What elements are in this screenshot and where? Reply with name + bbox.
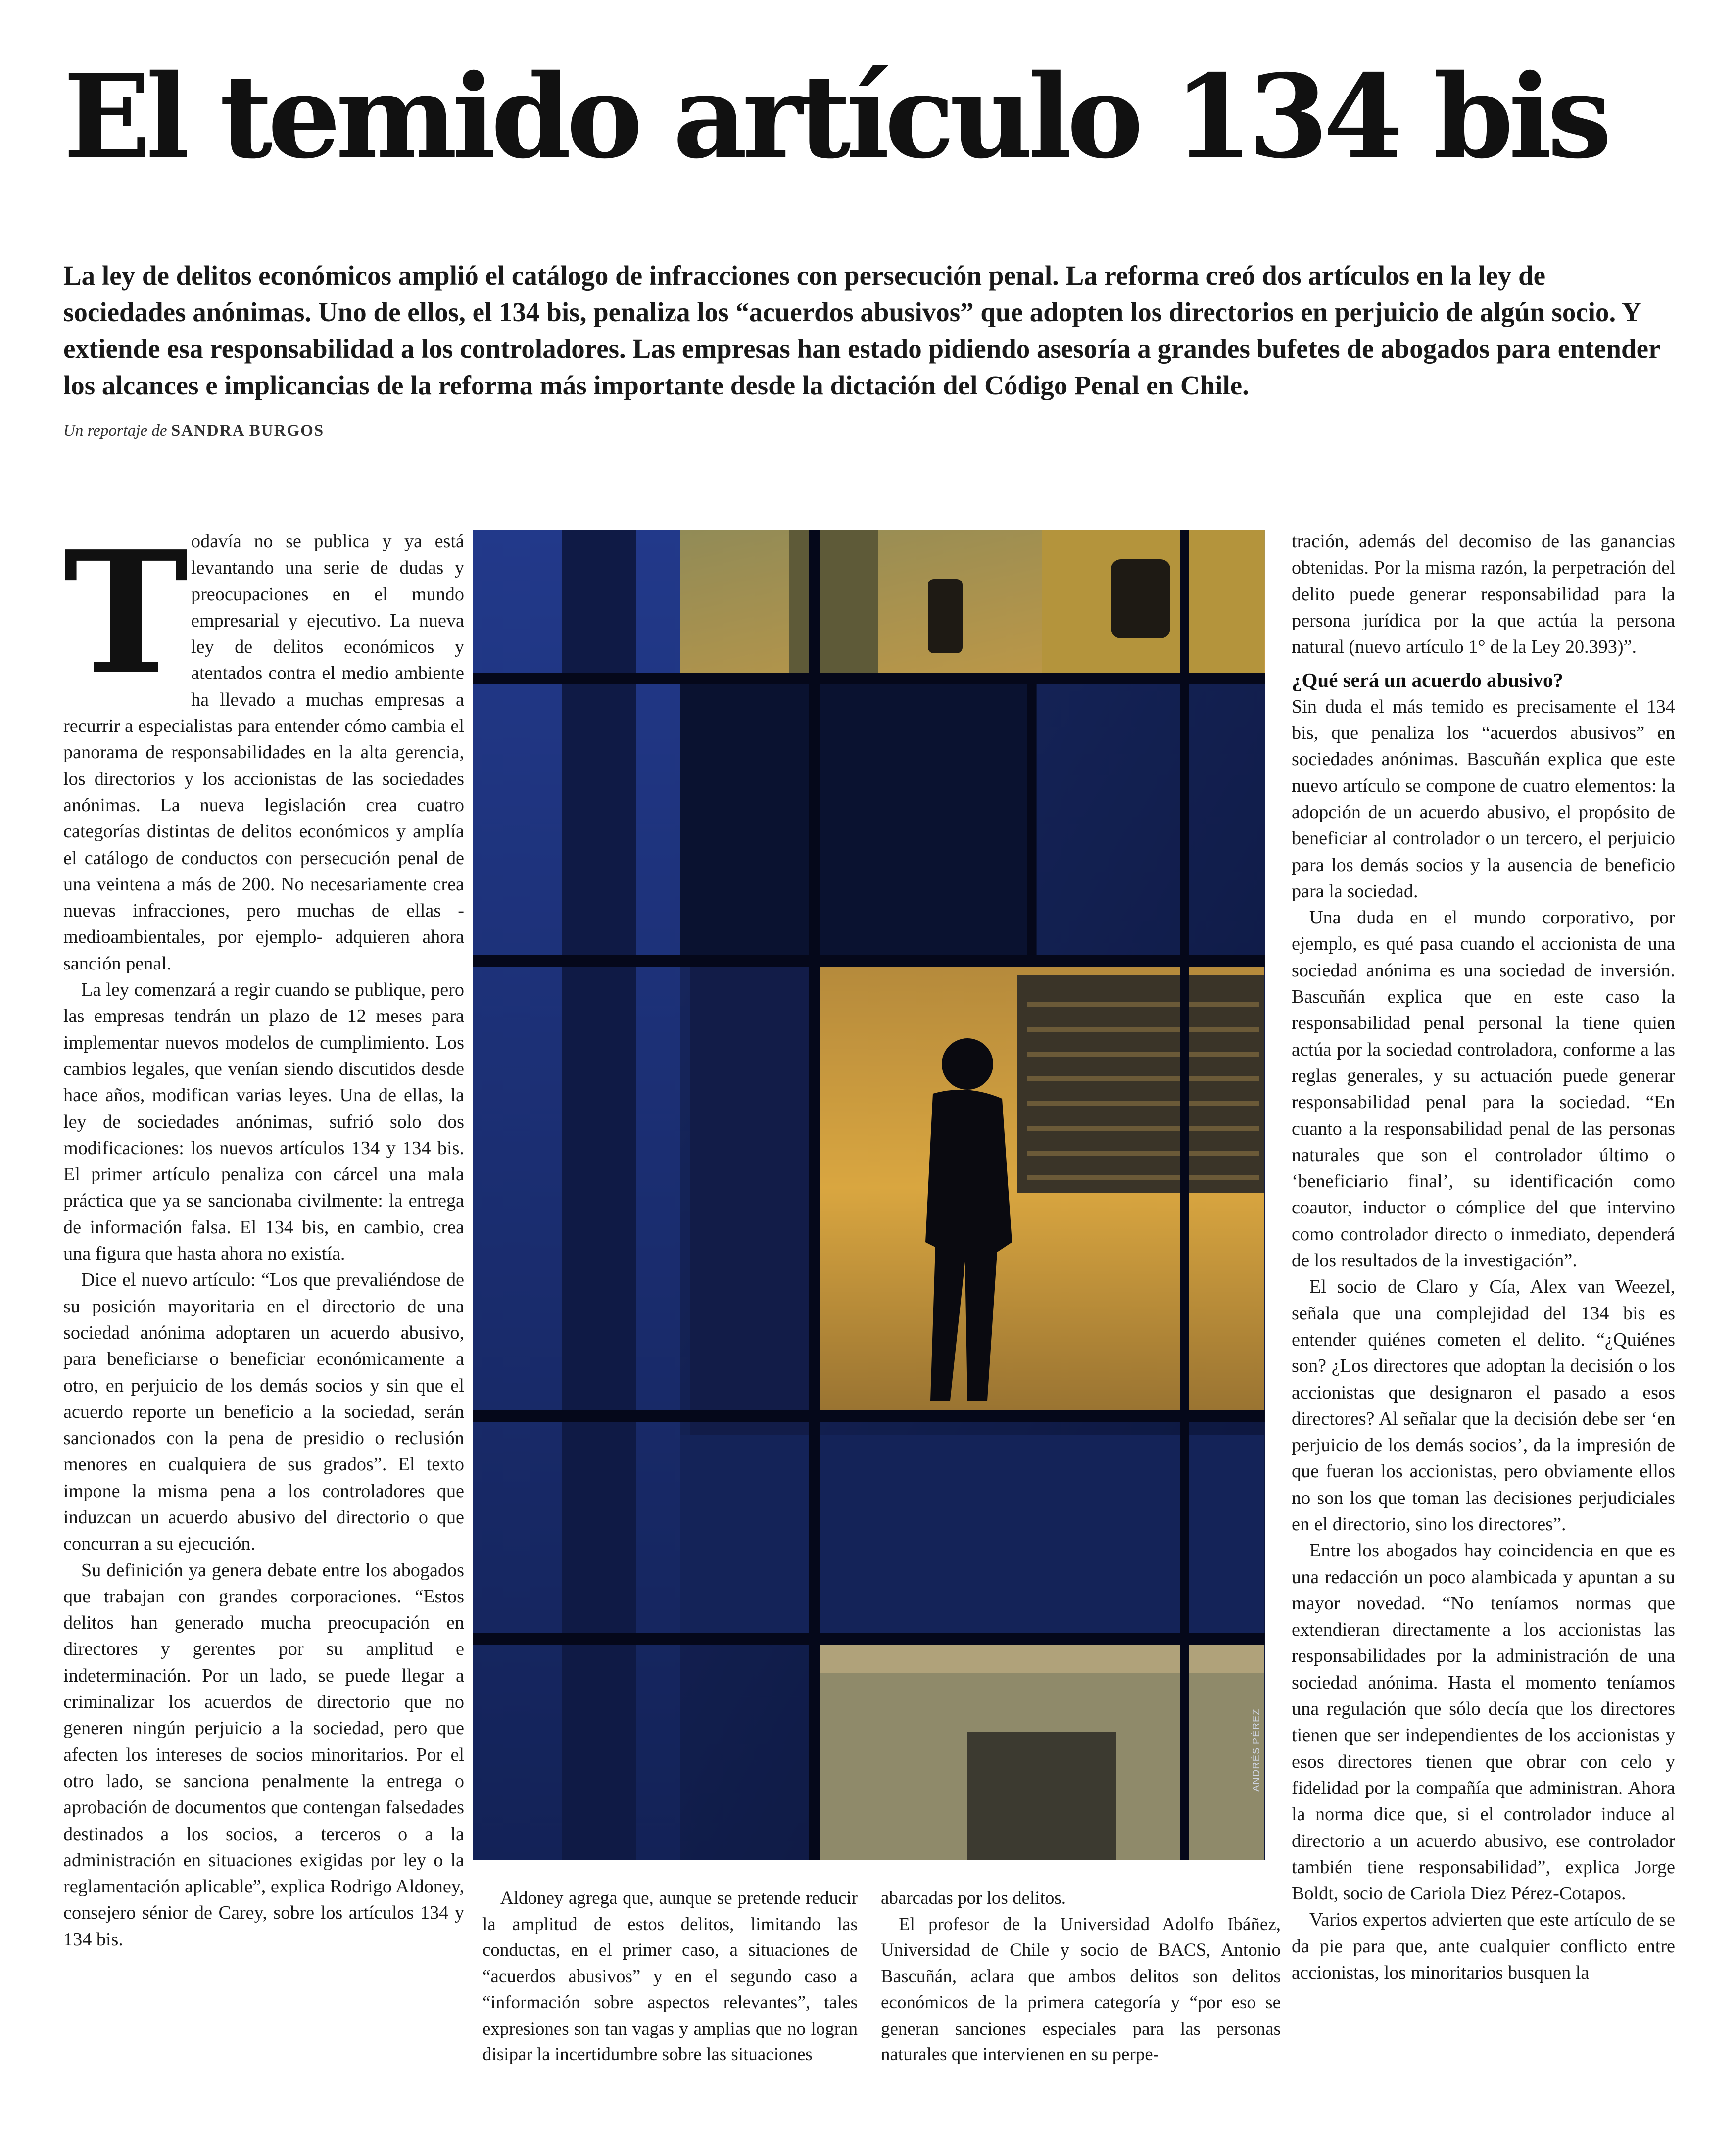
- article-paragraph: El profesor de la Universidad Adolfo Ibáñez, Universidad de Chile y socio de BACS, Antonio Bascuñán, aclara que ambos delitos son delitos económicos de la primera categoría y “por eso se generan sanciones especiales para las personas naturales que intervienen en su perpe-: [881, 1914, 1281, 2065]
- article-column-2b: [881, 1886, 1281, 2093]
- photo-credit: ANDRÉS PÉREZ: [1251, 1708, 1262, 1792]
- byline: [63, 422, 324, 440]
- drop-cap: T: [63, 515, 189, 712]
- article-column-3: [1292, 529, 1675, 2097]
- article-paragraph: abarcadas por los delitos.: [881, 1888, 1066, 1908]
- article-paragraph: Varios expertos advierten que este artículo de se da pie para que, ante cualquier conflicto entre accionistas, los minoritarios busquen la: [1292, 1909, 1675, 1984]
- subheading: ¿Qué será un acuerdo abusivo?: [1292, 669, 1563, 692]
- byline-prefix: Un reportaje de: [63, 422, 167, 439]
- article-column-2a: [482, 1886, 858, 2093]
- article-paragraph: Entre los abogados hay coincidencia en que es una redacción un poco alambicada y apuntan a su mayor novedad. “No teníamos normas que extendieran directamente a los accionistas las responsabilidades por la administración de una sociedad anónima. Hasta el momento teníamos una regulación que sólo decía que los directores tienen que ser independientes de los accionistas y esos directores tienen que obrar con celo y fidelidad por la compañía que administran. Ahora la norma dice que, si el controlador induce al directorio a un acuerdo abusivo, ese controlador también tiene responsabilidad”, explica Jorge Boldt, socio de Cariola Diez Pérez-Cotapos.: [1292, 1540, 1675, 1904]
- article-paragraph: Su definición ya genera debate entre los abogados que trabajan con grandes corporaciones. “Estos delitos han generado mucha preocupación en directores y gerentes por su amplitud e indeterminación. Por un lado, se puede llegar a criminalizar los acuerdos de directorio que no generen ningún perjuicio a la sociedad, pero que afecten los intereses de socios minoritarios. Por el otro lado, se sanciona penalmente la entrega o aprobación de documentos que contengan falsedades destinados a los socios, a terceros o a la administración en situaciones exigidas por ley o la reglamentación aplicable”, explica Rodrigo Aldoney, consejero sénior de Carey, sobre los artículos 134 y 134 bis.: [63, 1559, 464, 1950]
- article-paragraph: Aldoney agrega que, aunque se pretende reducir la amplitud de estos delitos, limitando las conductas, en el primer caso, a situaciones de “acuerdos abusivos” y en el segundo caso a “información sobre aspectos relevantes”, tales expresiones son tan vagas y amplias que no logran disipar la incertidumbre sobre las situaciones: [482, 1888, 858, 2065]
- article-paragraph: tración, además del decomiso de las ganancias obtenidas. Por la misma razón, la perpetración del delito puede generar responsabilidad para la persona jurídica por la que actúa la persona natural (nuevo artículo 1° de la Ley 20.393)”.: [1292, 531, 1675, 658]
- headline: El temido artículo 134 bis: [63, 49, 1607, 184]
- article-column-1: [63, 515, 464, 2092]
- article-paragraph: Dice el nuevo artículo: “Los que prevaliéndose de su posición mayoritaria en el directorio de una sociedad anónima adoptaren un acuerdo abusivo, para beneficiarse o beneficiar económicamente a otro, en perjuicio de los demás socios y sin que el acuerdo reporte un beneficio a la sociedad, serán sancionados con la pena de presidio o reclusión menores en cualquiera de sus grados”. El texto impone la misma pena a los controladores que induzcan un acuerdo abusivo del directorio o que concurran a su ejecución.: [63, 1269, 464, 1554]
- article-paragraph: El socio de Claro y Cía, Alex van Weezel, señala que una complejidad del 134 bis es entender quiénes cometen el delito. “¿Quiénes son? ¿Los directores que adoptan la decisión o los accionistas que designaron el pasado a esos directores? Al señalar que la decisión debe ser ‘en perjuicio de los demás socios’, da la impresión de que fueran los accionistas, pero obviamente ellos no son los que toman las decisiones perjudiciales en el directorio, sino los directores”.: [1292, 1276, 1675, 1535]
- article-paragraph: Una duda en el mundo corporativo, por ejemplo, es qué pasa cuando el accionista de una sociedad anónima es una sociedad de inversión. Bascuñán explica que en este caso la responsabilidad penal personal la tiene quien actúa por la sociedad controladora, conforme a las reglas generales, y su actuación puede generar responsabilidad penal para la sociedad. “En cuanto a la responsabilidad penal de las personas naturales que son el controlador último o ‘beneficiario final’, su identificación como coautor, inductor o cómplice del que intervino como controlador directo o inmediato, dependerá de los resultados de la investigación”.: [1292, 907, 1675, 1271]
- article-paragraph: Sin duda el más temido es precisamente el 134 bis, que penaliza los “acuerdos abusivos” en sociedades anónimas. Bascuñán explica que este nuevo artículo se compone de cuatro elementos: la adopción de un acuerdo abusivo, el propósito de beneficiar al controlador o un tercero, el perjuicio para los demás socios y la ausencia de beneficio para la sociedad.: [1292, 696, 1675, 902]
- office-building-illustration: [473, 530, 1265, 1860]
- article-paragraph: [63, 515, 464, 977]
- byline-author: SANDRA BURGOS: [171, 422, 325, 439]
- office-night-photo: [473, 530, 1265, 1860]
- paragraph-text: odavía no se publica y ya está levantando una serie de dudas y preocupaciones en el mundo empresarial y ejecutivo. La nueva ley de delitos económicos y atentados contra el medio ambiente ha llevado a muchas empresas a recurrir a especialistas para entender cómo cambia el panorama de responsabilidades en la alta gerencia, los directorios y los accionistas de las sociedades anónimas. La nueva legislación crea cuatro categorías distintas de delitos económicos y amplía el catálogo de conductos con persecución penal de una veintena a más de 200. No necesariamente crea nuevas infracciones, pero muchas de ellas -medioambientales, por ejemplo- adquieren ahora sanción penal.: [63, 531, 464, 974]
- lede: La ley de delitos económicos amplió el catálogo de infracciones con persecución penal. La reforma creó dos artículos en la ley de sociedades anónimas. Uno de ellos, el 134 bis, penaliza los “acuerdos abusivos” que adopten los directorios en perjuicio de algún socio. Y extiende esa responsabilidad a los controladores. Las empresas han estado pidiendo asesoría a grandes bufetes de abogados para entender los alcances e implicancias de la reforma más importante desde la dictación del Código Penal en Chile.: [63, 260, 1660, 400]
- article-paragraph: La ley comenzará a regir cuando se publique, pero las empresas tendrán un plazo de 12 meses para implementar nuevos modelos de cumplimiento. Los cambios legales, que venían siendo discutidos desde hace años, modifican varias leyes. Una de ellas, la ley de sociedades anónimas, sufrió solo dos modificaciones: los nuevos artículos 134 y 134 bis. El primer artículo penaliza con cárcel una mala práctica que ya se sancionaba civilmente: la entrega de información falsa. El 134 bis, en cambio, crea una figura que hasta ahora no existía.: [63, 979, 464, 1264]
